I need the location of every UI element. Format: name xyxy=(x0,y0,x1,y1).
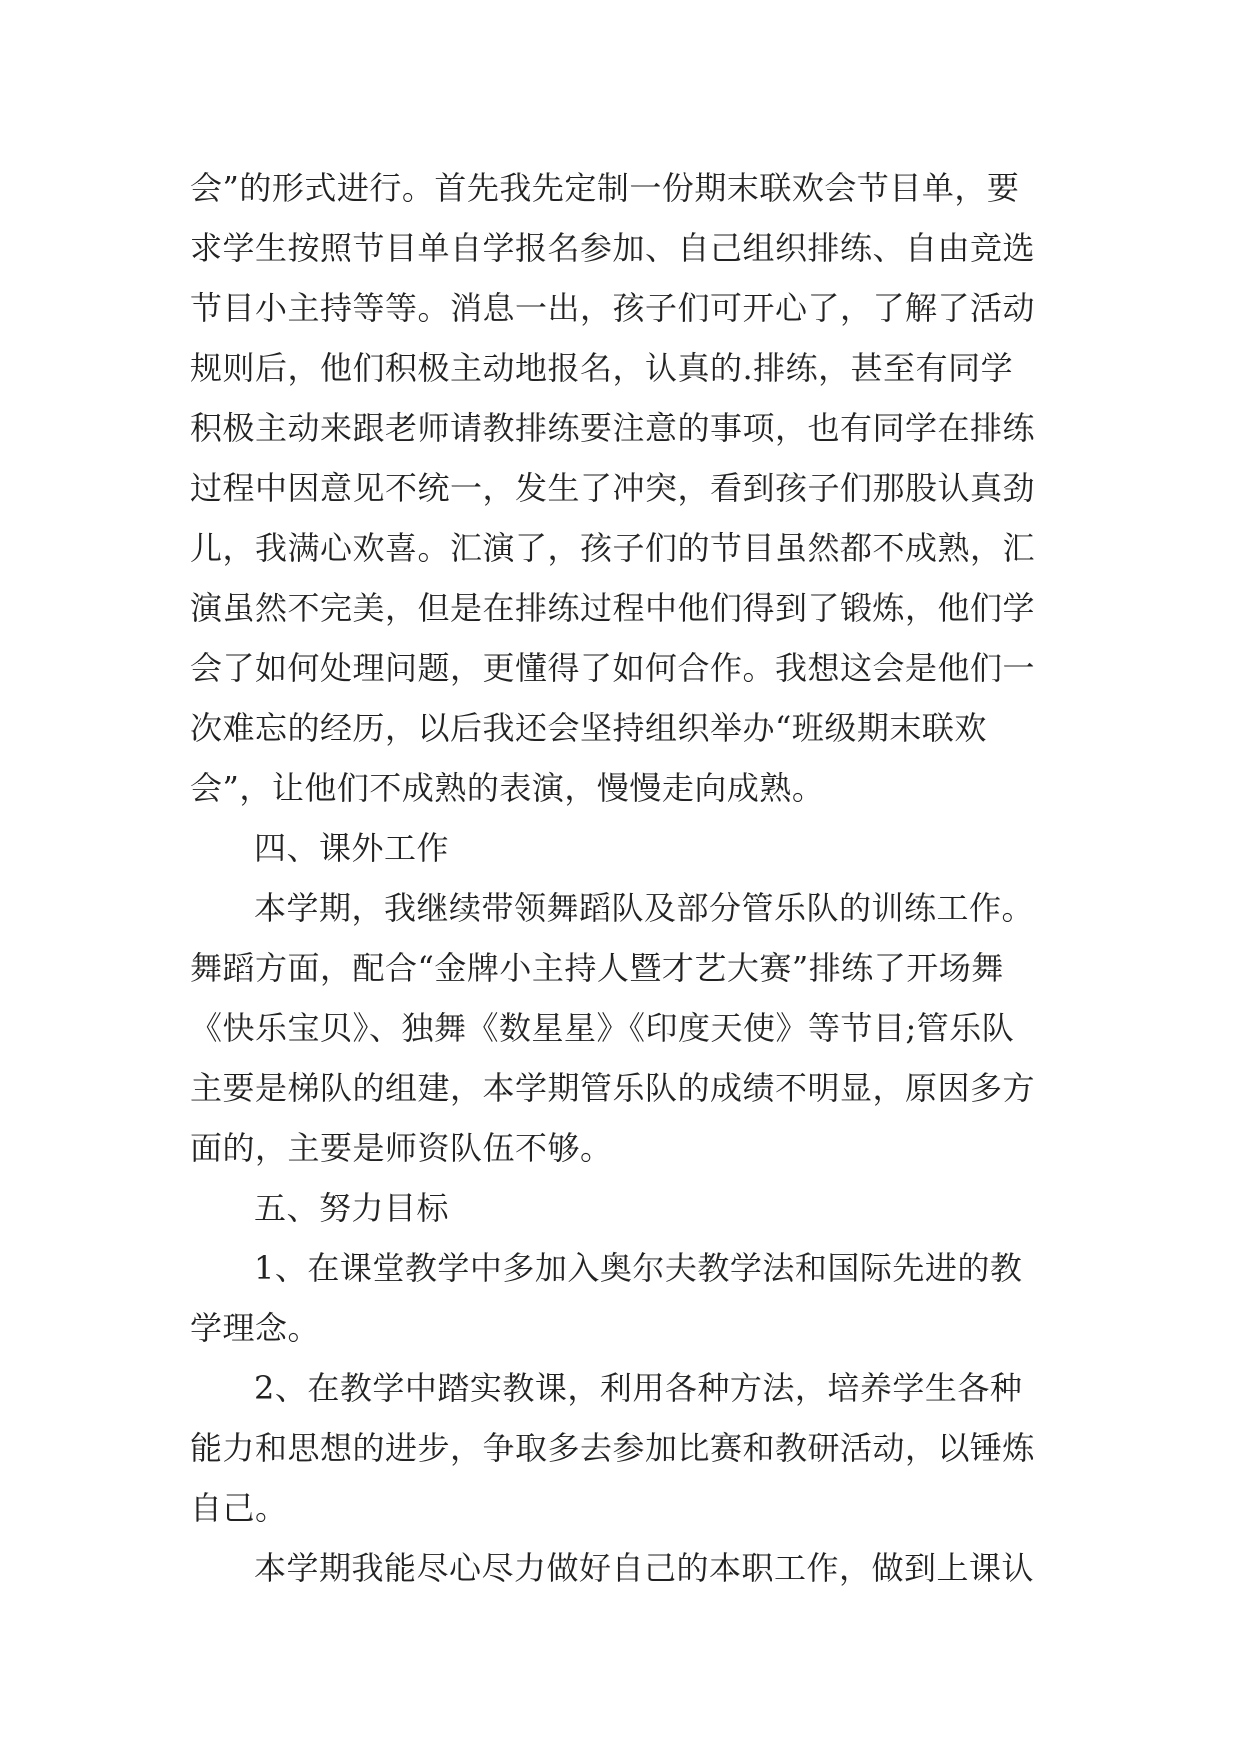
text-line: 积极主动来跟老师请教排练要注意的事项，也有同学在排练 xyxy=(190,409,1036,447)
text-line: 学理念。 xyxy=(190,1309,321,1347)
text-line: 2、在教学中踏实教课，利用各种方法，培养学生各种 xyxy=(254,1369,1023,1407)
text-line: 会了如何处理问题，更懂得了如何合作。我想这会是他们一 xyxy=(190,649,1036,687)
text-line: 演虽然不完美，但是在排练过程中他们得到了锻炼，他们学 xyxy=(190,589,1036,627)
text-line: 会”，让他们不成熟的表演，慢慢走向成熟。 xyxy=(190,769,825,807)
text-line: 本学期，我继续带领舞蹈队及部分管乐队的训练工作。 xyxy=(254,889,1035,927)
text-line: 次难忘的经历，以后我还会坚持组织举办“班级期末联欢 xyxy=(190,709,987,747)
text-line: 节目小主持等等。消息一出，孩子们可开心了，了解了活动 xyxy=(190,289,1036,327)
text-line: 会”的形式进行。首先我先定制一份期末联欢会节目单，要 xyxy=(190,169,1020,207)
text-line: 主要是梯队的组建，本学期管乐队的成绩不明显，原因多方 xyxy=(190,1069,1036,1107)
text-line: 规则后，他们积极主动地报名，认真的.排练，甚至有同学 xyxy=(190,349,1014,387)
text-line: 能力和思想的进步，争取多去参加比赛和教研活动，以锤炼 xyxy=(190,1429,1036,1467)
text-line: 《快乐宝贝》、独舞《数星星》《印度天使》等节目;管乐队 xyxy=(190,1009,1015,1047)
text-line: 自己。 xyxy=(190,1489,288,1527)
text-line: 过程中因意见不统一，发生了冲突，看到孩子们那股认真劲 xyxy=(190,469,1036,507)
body-text xyxy=(190,158,1070,1598)
text-line: 1、在课堂教学中多加入奥尔夫教学法和国际先进的教 xyxy=(254,1249,1023,1287)
text-line: 求学生按照节目单自学报名参加、自己组织排练、自由竞选 xyxy=(190,229,1036,267)
text-line: 儿，我满心欢喜。汇演了，孩子们的节目虽然都不成熟，汇 xyxy=(190,529,1036,567)
text-line: 本学期我能尽心尽力做好自己的本职工作，做到上课认 xyxy=(254,1549,1035,1587)
section-heading: 五、努力目标 xyxy=(254,1189,450,1227)
text-line: 舞蹈方面，配合“金牌小主持人暨才艺大赛”排练了开场舞 xyxy=(190,949,1004,987)
section-heading: 四、课外工作 xyxy=(254,829,450,867)
text-line: 面的，主要是师资队伍不够。 xyxy=(190,1129,613,1167)
